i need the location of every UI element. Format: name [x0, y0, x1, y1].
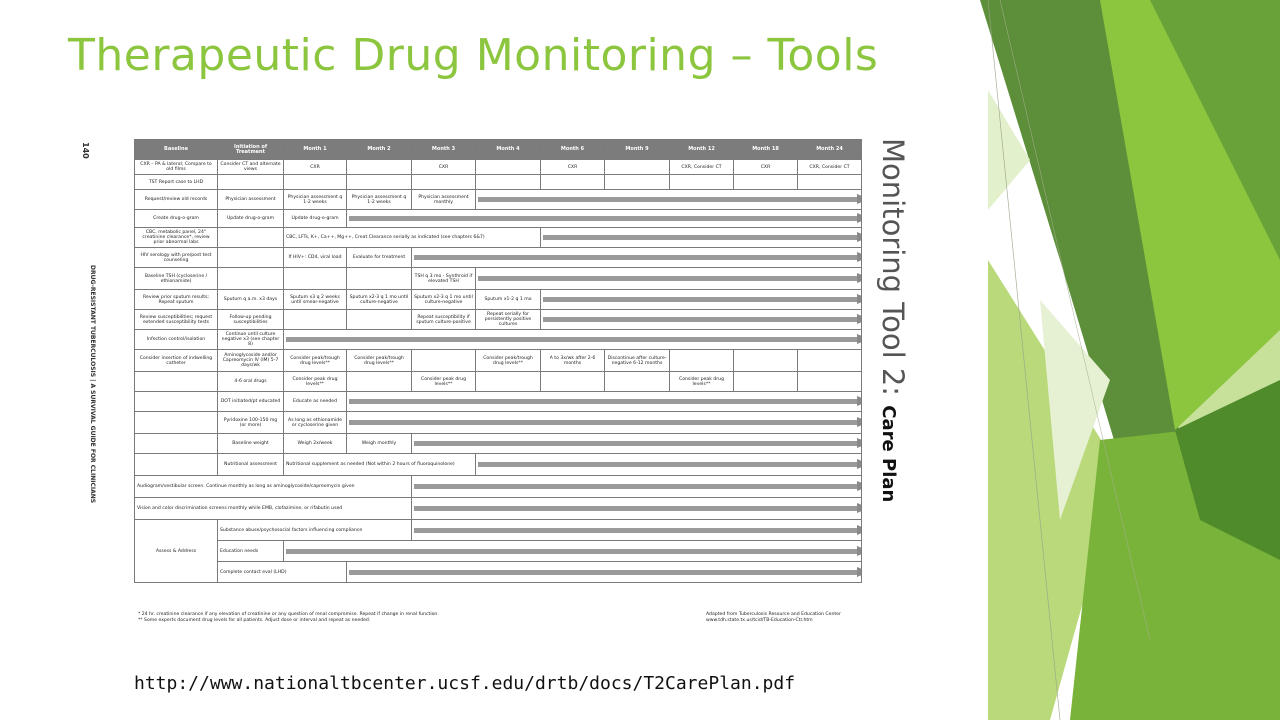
- table-cell: If HIV+: CD4, viral load: [284, 248, 347, 268]
- table-cell: Evaluate for treatment: [347, 248, 412, 268]
- assess-address-label: Assess & Address: [135, 520, 218, 583]
- table-row: [135, 392, 862, 412]
- table-cell: DOT initiated/pt educated: [218, 392, 284, 412]
- column-header: Month 24: [798, 140, 862, 160]
- continue-arrow-cell: [541, 310, 862, 330]
- continue-arrow: [414, 484, 859, 489]
- footnote-drug-levels: ** Some experts document drug levels for all patients. Adjust dose or interval and repeat as needed.: [138, 618, 371, 623]
- table-row: [135, 210, 862, 228]
- continue-arrow: [414, 506, 859, 511]
- table-cell: A to 3x/wk after 2-6 months: [541, 350, 605, 372]
- continue-arrow: [478, 462, 859, 467]
- table-cell: Physician assessment q 1-2 weeks: [347, 190, 412, 210]
- continue-arrow-cell: [476, 454, 862, 476]
- column-header: Baseline: [135, 140, 218, 160]
- table-cell: Repeat susceptibility if sputum culture-positive: [412, 310, 476, 330]
- table-cell: Audiogram/vestibular screen. Continue monthly as long as aminoglycoside/capreomycin given: [135, 476, 412, 498]
- table-cell: HIV serology with pre/post test counseling: [135, 248, 218, 268]
- table-cell: [284, 175, 347, 190]
- table-cell: Sputum x2-3 q 1 mo until culture-negative: [412, 290, 476, 310]
- continue-arrow: [543, 235, 859, 240]
- table-row: [135, 248, 862, 268]
- table-cell: Physician assessment q 1-2 weeks: [284, 190, 347, 210]
- table-row: [135, 290, 862, 310]
- table-row: [135, 330, 862, 350]
- table-cell: Baseline TSH (cycloserine / ethionamide): [135, 268, 218, 290]
- table-cell: CXR: [734, 160, 798, 175]
- table-cell: CXR: [284, 160, 347, 175]
- source-credit: [706, 612, 866, 624]
- table-cell: [734, 372, 798, 392]
- table-row: [135, 350, 862, 372]
- continue-arrow-cell: [476, 190, 862, 210]
- continue-arrow-cell: [541, 228, 862, 248]
- table-cell: CXR, Consider CT: [670, 160, 734, 175]
- table-cell: [347, 175, 412, 190]
- table-cell: Update drug-o-gram: [284, 210, 347, 228]
- table-cell: [734, 350, 798, 372]
- table-cell: Review prior sputum results; Repeat sputum: [135, 290, 218, 310]
- table-cell: [218, 175, 284, 190]
- table-cell: Sputum x1-2 q 1 mo: [476, 290, 541, 310]
- column-header: Month 12: [670, 140, 734, 160]
- table-cell: Follow-up pending susceptibilities: [218, 310, 284, 330]
- column-header: Initiation of Treatment: [218, 140, 284, 160]
- table-cell: Baseline weight: [218, 434, 284, 454]
- table-row: [135, 541, 862, 562]
- table-cell: [476, 175, 541, 190]
- table-cell: Physician assessment: [218, 190, 284, 210]
- table-row: [135, 476, 862, 498]
- table-row: [135, 268, 862, 290]
- table-cell: Consider peak drug levels**: [284, 372, 347, 392]
- table-cell: [605, 160, 670, 175]
- continue-arrow-cell: [476, 268, 862, 290]
- table-cell: [476, 372, 541, 392]
- table-cell: Continue until culture negative x3 (see chapter 8): [218, 330, 284, 350]
- table-cell: [412, 350, 476, 372]
- table-row: [135, 310, 862, 330]
- table-cell: As long as ethionamide or cycloserine given: [284, 412, 347, 434]
- continue-arrow-cell: [347, 392, 862, 412]
- table-cell: [284, 310, 347, 330]
- table-cell: [476, 160, 541, 175]
- table-row: [135, 175, 862, 190]
- table-cell: [605, 175, 670, 190]
- table-cell: Vision and color discrimination screens monthly while EMB, clofazimine, or rifabutin used: [135, 498, 412, 520]
- table-cell: [670, 175, 734, 190]
- continue-arrow: [478, 276, 859, 281]
- slide-title: Therapeutic Drug Monitoring – Tools: [68, 30, 879, 81]
- page-number: 140: [81, 142, 90, 159]
- continue-arrow-cell: [347, 412, 862, 434]
- continue-arrow-cell: [284, 541, 862, 562]
- table-cell: Weigh monthly: [347, 434, 412, 454]
- table-cell: [218, 248, 284, 268]
- table-header-row: [135, 140, 862, 160]
- table-cell: TST Report case to LHD: [135, 175, 218, 190]
- continue-arrow-cell: [347, 562, 862, 583]
- table-cell: CXR: [412, 160, 476, 175]
- table-cell: [541, 175, 605, 190]
- continue-arrow-cell: [412, 498, 862, 520]
- table-cell: Consider peak drug levels**: [412, 372, 476, 392]
- table-cell: Sputum x3 q 2 weeks until smear-negative: [284, 290, 347, 310]
- continue-arrow: [414, 528, 859, 533]
- table-cell: Create drug-o-gram: [135, 210, 218, 228]
- continue-arrow-cell: [347, 210, 862, 228]
- table-cell: [135, 412, 218, 434]
- table-cell: Educate as needed: [284, 392, 347, 412]
- table-cell: Consider peak drug levels**: [670, 372, 734, 392]
- column-header: Month 18: [734, 140, 798, 160]
- table-row: [135, 160, 862, 175]
- source-credit-url: www.tdh.state.tx.us/tcid/TB-Education-Ctr.htm: [706, 618, 813, 623]
- table-cell: CXR, Consider CT: [798, 160, 862, 175]
- table-cell: Review susceptibilities; request extended susceptibility tests: [135, 310, 218, 330]
- table-cell: Consider peak/trough drug levels**: [476, 350, 541, 372]
- continue-arrow-cell: [412, 476, 862, 498]
- continue-arrow: [414, 255, 859, 260]
- continue-arrow-cell: [412, 520, 862, 541]
- continue-arrow: [286, 337, 859, 342]
- table-row: [135, 190, 862, 210]
- table-cell: [798, 175, 862, 190]
- table-row: [135, 372, 862, 392]
- table-cell: Infection control/isolation: [135, 330, 218, 350]
- table-cell: [347, 160, 412, 175]
- table-cell: Discontinue after culture-negative 6-12 months: [605, 350, 670, 372]
- table-cell: Nutritional assessment: [218, 454, 284, 476]
- care-plan-table: [134, 139, 862, 583]
- table-cell: Repeat serially for persistently positive cultures: [476, 310, 541, 330]
- table-cell: CXR – PA & lateral; Compare to old films: [135, 160, 218, 175]
- table-cell: Nutritional supplement as needed (Not within 2 hours of fluoroquinolone): [284, 454, 476, 476]
- table-cell: Consider CT and alternate views: [218, 160, 284, 175]
- column-header: Month 6: [541, 140, 605, 160]
- table-cell: [218, 268, 284, 290]
- table-row: [135, 434, 862, 454]
- table-cell: Consider peak/trough drug levels**: [347, 350, 412, 372]
- table-cell: [347, 268, 412, 290]
- table-cell: Weigh 2x/week: [284, 434, 347, 454]
- table-cell: [798, 372, 862, 392]
- care-plan-label: Care Plan: [878, 405, 899, 503]
- table-cell: [734, 175, 798, 190]
- table-cell: [218, 228, 284, 248]
- table-cell: Update drug-o-gram: [218, 210, 284, 228]
- table-cell: 4-6 oral drugs: [218, 372, 284, 392]
- column-header: Month 2: [347, 140, 412, 160]
- table-cell: Complete contact eval (LHD): [218, 562, 347, 583]
- table-row: [135, 520, 862, 541]
- table-row: [135, 412, 862, 434]
- table-cell: Consider peak/trough drug levels**: [284, 350, 347, 372]
- continue-arrow-cell: [541, 290, 862, 310]
- table-cell: Pyridoxine 100-150 mg (or more): [218, 412, 284, 434]
- column-header: Month 4: [476, 140, 541, 160]
- table-cell: [541, 372, 605, 392]
- table-cell: [284, 268, 347, 290]
- monitoring-tool-title: [876, 138, 910, 502]
- footnote-creatinine: * 24 hr. creatinine clearance if any elevation of creatinine or any question of renal compromise. Repeat if change in renal function.: [138, 612, 439, 617]
- table-row: [135, 228, 862, 248]
- footnotes: [138, 612, 558, 624]
- table-cell: [135, 372, 218, 392]
- continue-arrow: [414, 441, 859, 446]
- continue-arrow: [349, 420, 859, 425]
- table-cell: Physician assessment monthly: [412, 190, 476, 210]
- table-cell: [347, 372, 412, 392]
- continue-arrow: [349, 570, 859, 575]
- table-cell: Request/review old records: [135, 190, 218, 210]
- table-cell: [605, 372, 670, 392]
- continue-arrow: [349, 216, 859, 221]
- table-cell: [135, 434, 218, 454]
- table-cell: [798, 350, 862, 372]
- table-cell: Consider insertion of indwelling catheter: [135, 350, 218, 372]
- table-row: [135, 498, 862, 520]
- column-header: Month 9: [605, 140, 670, 160]
- continue-arrow-cell: [412, 248, 862, 268]
- column-header: Month 1: [284, 140, 347, 160]
- source-url[interactable]: http://www.nationaltbcenter.ucsf.edu/drtb/docs/T2CarePlan.pdf: [134, 673, 796, 694]
- table-cell: Education needs: [218, 541, 284, 562]
- table-cell: TSH q 3 mo - Synthroid if elevated TSH: [412, 268, 476, 290]
- table-cell: [347, 310, 412, 330]
- continue-arrow-cell: [412, 434, 862, 454]
- continue-arrow: [478, 197, 859, 202]
- continue-arrow: [349, 399, 859, 404]
- table-cell: Sputum q a.m. x3 days: [218, 290, 284, 310]
- table-cell: Sputum x2-3 q 1 mo until culture-negative: [347, 290, 412, 310]
- continue-arrow: [543, 317, 859, 322]
- table-cell: Aminoglycoside and/or Capreomycin IV (IM) 5-7 days/wk: [218, 350, 284, 372]
- continue-arrow-cell: [284, 330, 862, 350]
- table-cell: CBC, LFTs, K+, Ca++, Mg++, Creat Clearance serially as indicated (see chapters 6&7): [284, 228, 541, 248]
- table-cell: [670, 350, 734, 372]
- column-header: Month 3: [412, 140, 476, 160]
- table-row: [135, 562, 862, 583]
- source-credit-line: Adapted from Tuberculosis Resource and Education Center: [706, 612, 841, 617]
- book-spine-title: DRUG-RESISTANT TUBERCULOSIS | A SURVIVAL GUIDE FOR CLINICIANS: [89, 265, 96, 504]
- table-cell: CXR: [541, 160, 605, 175]
- table-cell: [135, 392, 218, 412]
- monitoring-tool-label: Monitoring Tool 2:: [876, 138, 910, 397]
- table-cell: [135, 454, 218, 476]
- table-cell: [412, 175, 476, 190]
- table-cell: Substance abuse/psychosocial factors influencing compliance: [218, 520, 412, 541]
- continue-arrow: [543, 297, 859, 302]
- continue-arrow: [286, 549, 859, 554]
- table-row: [135, 454, 862, 476]
- table-cell: CBC, metabolic panel, 24° creatinine clearance*, review prior abnormal labs: [135, 228, 218, 248]
